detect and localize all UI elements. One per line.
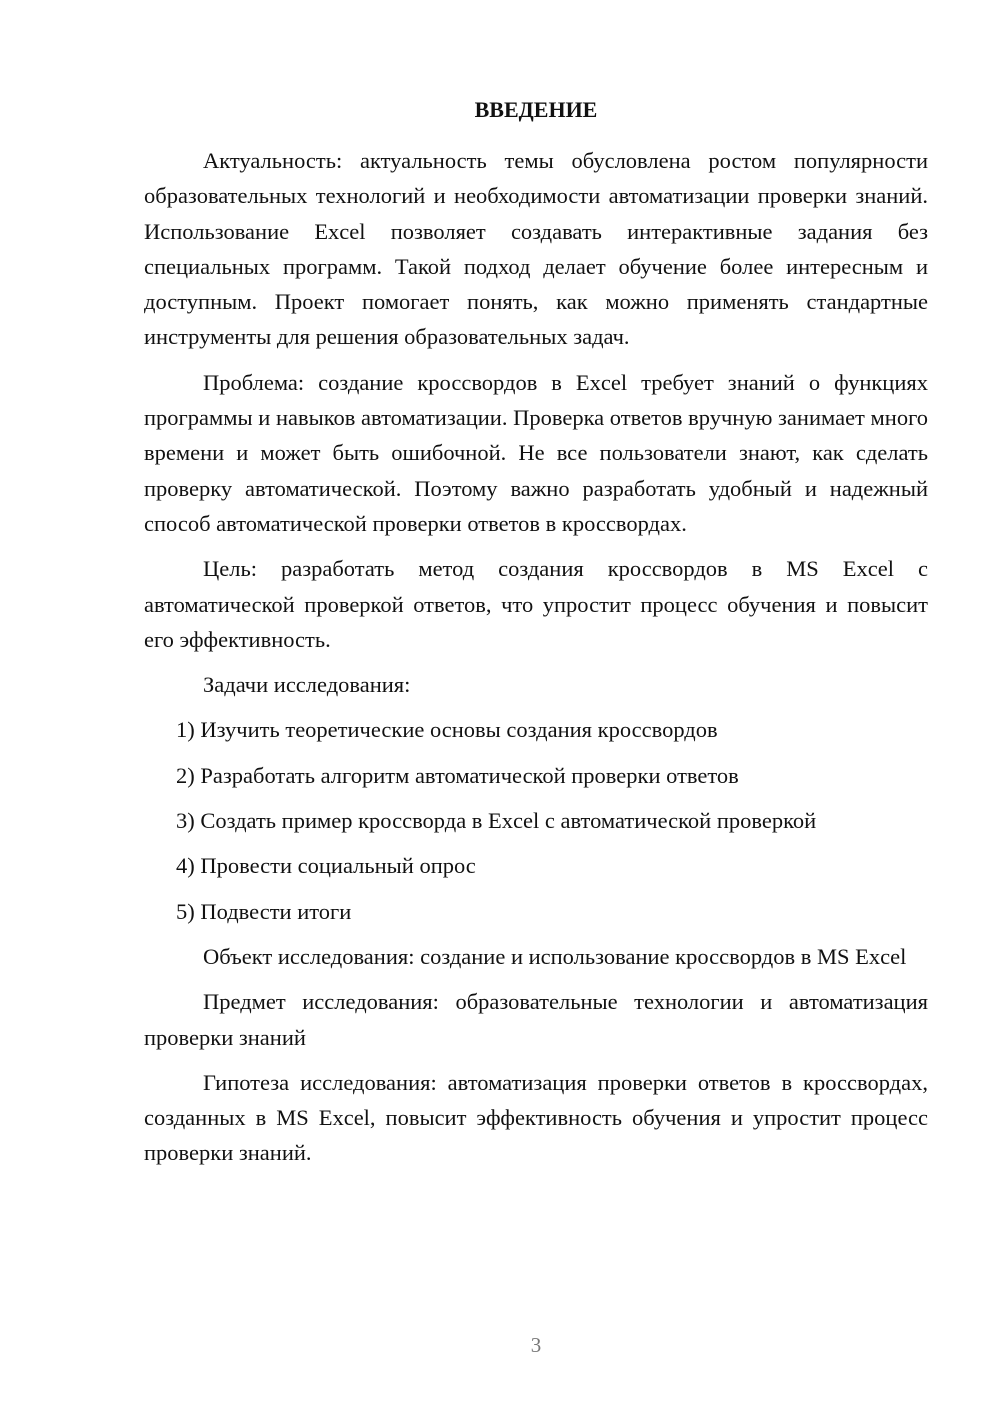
- list-item: 1) Изучить теоретические основы создания кроссвордов: [176, 717, 718, 743]
- page-title: ВВЕДЕНИЕ: [474, 97, 598, 122]
- list-item: 4) Провести социальный опрос: [176, 853, 476, 879]
- paragraph-object: Объект исследования: создание и использование кроссвордов в MS Excel: [203, 943, 907, 969]
- tasks-heading: Задачи исследования:: [203, 672, 411, 698]
- page-content: [144, 95, 928, 1181]
- paragraph-hypothesis: Гипотеза исследования: автоматизация проверки ответов в кроссвордах, созданных в MS Excel, повысит эффективность обучения и упростит процесс проверки знаний.: [144, 1069, 928, 1166]
- list-item: 2) Разработать алгоритм автоматической проверки ответов: [176, 762, 739, 788]
- task-list: [144, 712, 928, 928]
- list-item: 5) Подвести итоги: [176, 898, 352, 924]
- paragraph-problem: Проблема: создание кроссвордов в Excel требует знаний о функциях программы и навыков автоматизации. Проверка ответов вручную занимает много времени и может быть ошибочной. Не все пользователи знают, как сделать проверку автоматической. Поэтому важно разработать удобный и надежный способ автоматической проверки ответов в кроссвордах.: [144, 369, 928, 536]
- page-number: 3: [530, 1333, 542, 1357]
- paragraph-goal: Цель: разработать метод создания кроссвордов в MS Excel с автоматической проверкой ответов, что упростит процесс обучения и повысит его эффективность.: [144, 556, 928, 652]
- list-item: 3) Создать пример кроссворда в Excel с автоматической проверкой: [176, 808, 817, 834]
- paragraph-relevance: Актуальность: актуальность темы обусловлена ростом популярности образовательных технологий и необходимости автоматизации проверки знаний. Использование Excel позволяет создавать интерактивные задания без специальных программ. Такой подход делает обучение более интересным и доступным. Проект помогает понять, как можно применять стандартные инструменты для решения образовательных задач.: [144, 148, 928, 350]
- paragraph-subject: Предмет исследования: образовательные технологии и автоматизация проверки знаний: [144, 989, 928, 1050]
